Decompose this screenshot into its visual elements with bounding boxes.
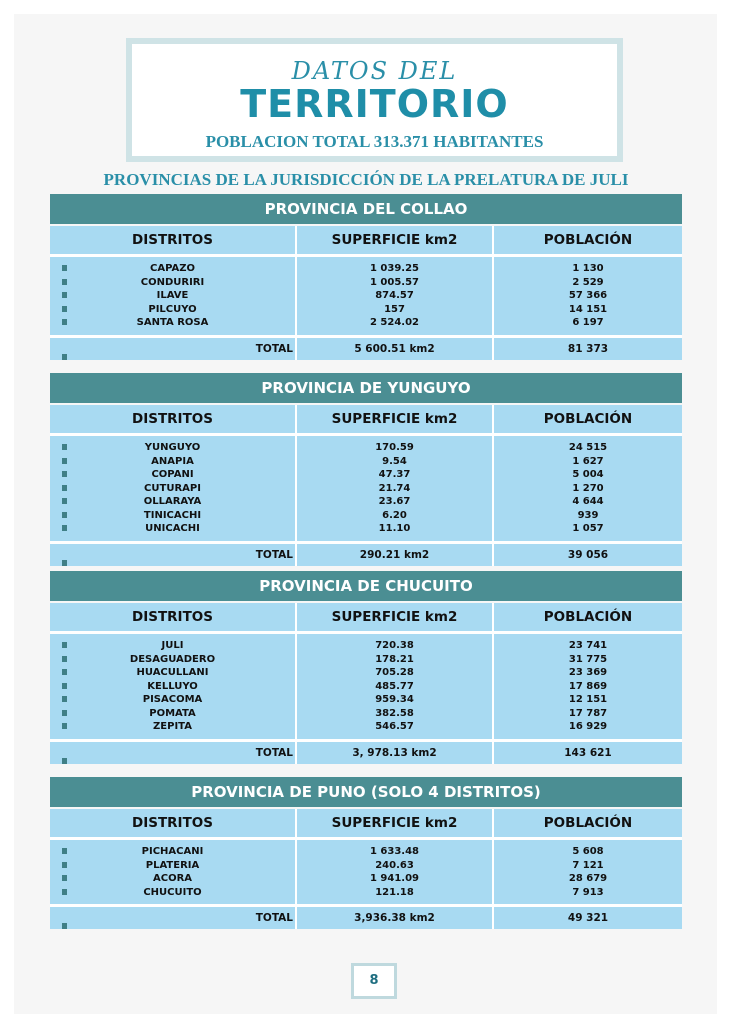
district-name: ANAPIA — [151, 455, 194, 467]
poblacion-value: 6 197 — [572, 317, 604, 328]
superficie-cell — [297, 257, 492, 335]
table-total-row — [50, 338, 682, 360]
bullet-icon — [62, 669, 67, 675]
district-name: PILCUYO — [148, 303, 197, 315]
district-name: KELLUYO — [147, 680, 198, 692]
district-name: HUACULLANI — [136, 667, 209, 678]
poblacion-value: 24 515 — [568, 442, 608, 453]
bullet-icon — [62, 923, 67, 929]
poblacion-value: 23 369 — [568, 667, 608, 678]
table-header-row — [50, 809, 682, 837]
table-total-row — [50, 742, 682, 764]
bullet-icon — [62, 525, 67, 531]
population-subtitle: POBLACION TOTAL 313.371 HABITANTES — [205, 132, 544, 151]
district-name: JULI — [161, 640, 184, 651]
section-heading: PROVINCIAS DE LA JURISDICCIÓN DE LA PRELATURA DE JULI — [103, 170, 629, 189]
table-body-row — [50, 436, 682, 541]
col-poblacion-header: POBLACIÓN — [494, 809, 682, 837]
poblacion-value: 1 130 — [572, 263, 604, 274]
total-superficie: 290.21 km2 — [297, 544, 492, 566]
bullet-icon — [62, 683, 67, 689]
province-table — [50, 571, 682, 764]
bullet-icon — [62, 696, 67, 702]
table-body-row — [50, 634, 682, 739]
superficie-value: 157 — [384, 303, 405, 315]
poblacion-value: 1 057 — [572, 523, 604, 534]
superficie-value: 21.74 — [378, 482, 411, 494]
bullet-icon — [62, 354, 67, 360]
district-name: OLLARAYA — [143, 496, 202, 507]
table-header-row — [50, 226, 682, 254]
superficie-value: 9.54 — [382, 455, 407, 467]
superficie-value: 874.57 — [375, 290, 414, 301]
superficie-cell — [297, 634, 492, 739]
superficie-value: 170.59 — [375, 442, 414, 453]
bullet-list — [62, 444, 67, 539]
districts-cell — [50, 634, 295, 739]
bullet-icon — [62, 319, 67, 325]
col-distritos-header: DISTRITOS — [50, 603, 295, 631]
district-name: ZEPITA — [153, 721, 192, 732]
province-table — [50, 777, 682, 929]
poblacion-value: 17 869 — [568, 680, 608, 692]
superficie-value: 11.10 — [378, 523, 411, 534]
bullet-icon — [62, 292, 67, 298]
title-box — [126, 38, 623, 162]
superficie-cell — [297, 840, 492, 904]
superficie-value: 23.67 — [378, 496, 411, 507]
district-name: CHUCUITO — [143, 886, 202, 898]
district-name: TINICACHI — [143, 509, 202, 521]
district-name: ACORA — [152, 873, 193, 884]
bullet-icon — [62, 444, 67, 450]
poblacion-value: 7 121 — [572, 859, 604, 871]
poblacion-value: 57 366 — [568, 290, 608, 301]
bullet-list — [62, 642, 67, 737]
superficie-value: 6.20 — [382, 509, 407, 521]
superficie-value: 121.18 — [375, 886, 414, 898]
bullet-icon — [62, 485, 67, 491]
col-superficie-header: SUPERFICIE km2 — [297, 226, 492, 254]
poblacion-value: 17 787 — [568, 707, 608, 719]
poblacion-value: 2 529 — [572, 276, 604, 288]
bullet-icon — [62, 512, 67, 518]
poblacion-value: 1 627 — [572, 455, 604, 467]
table-total-row — [50, 907, 682, 929]
districts-cell — [50, 257, 295, 335]
total-label — [50, 742, 295, 764]
bullet-icon — [62, 723, 67, 729]
col-distritos-header: DISTRITOS — [50, 809, 295, 837]
province-title: PROVINCIA DE PUNO (SOLO 4 DISTRITOS) — [50, 777, 682, 807]
bullet-list — [62, 265, 67, 333]
province-title: PROVINCIA DE CHUCUITO — [50, 571, 682, 601]
poblacion-cell — [494, 436, 682, 541]
table-total-row — [50, 544, 682, 566]
bullet-icon — [62, 265, 67, 271]
province-table — [50, 194, 682, 360]
col-distritos-header: DISTRITOS — [50, 405, 295, 433]
col-superficie-header: SUPERFICIE km2 — [297, 405, 492, 433]
bullet-icon — [62, 306, 67, 312]
superficie-value: 959.34 — [375, 694, 414, 705]
bullet-icon — [62, 710, 67, 716]
poblacion-value: 1 270 — [572, 482, 604, 494]
district-name: UNICACHI — [145, 523, 200, 534]
col-superficie-header: SUPERFICIE km2 — [297, 809, 492, 837]
superficie-value: 178.21 — [375, 653, 414, 665]
superficie-value: 1 941.09 — [369, 873, 420, 884]
bullet-icon — [62, 498, 67, 504]
poblacion-value: 28 679 — [568, 873, 608, 884]
superficie-value: 47.37 — [378, 469, 411, 480]
table-body-row — [50, 257, 682, 335]
superficie-value: 382.58 — [375, 707, 414, 719]
superficie-value: 1 633.48 — [369, 846, 420, 857]
col-poblacion-header: POBLACIÓN — [494, 603, 682, 631]
district-name: YUNGUYO — [144, 442, 201, 453]
districts-cell — [50, 840, 295, 904]
poblacion-value: 4 644 — [572, 496, 604, 507]
col-distritos-header: DISTRITOS — [50, 226, 295, 254]
total-superficie: 5 600.51 km2 — [297, 338, 492, 360]
page-number: 8 — [351, 963, 397, 999]
table-header-row — [50, 603, 682, 631]
superficie-value: 1 039.25 — [369, 263, 420, 274]
total-superficie: 3,936.38 km2 — [297, 907, 492, 929]
poblacion-value: 31 775 — [568, 653, 608, 665]
superficie-cell — [297, 436, 492, 541]
province-title: PROVINCIA DE YUNGUYO — [50, 373, 682, 403]
col-poblacion-header: POBLACIÓN — [494, 226, 682, 254]
poblacion-value: 14 151 — [568, 303, 608, 315]
table-header-row — [50, 405, 682, 433]
bullet-icon — [62, 758, 67, 764]
superficie-value: 546.57 — [375, 721, 414, 732]
table-body-row — [50, 840, 682, 904]
total-label — [50, 907, 295, 929]
superficie-value: 720.38 — [375, 640, 414, 651]
district-name: CAPAZO — [150, 263, 195, 274]
poblacion-cell — [494, 257, 682, 335]
total-text: TOTAL — [255, 548, 293, 561]
bullet-icon — [62, 560, 67, 566]
total-poblacion: 81 373 — [494, 338, 682, 360]
title-line-1: DATOS DEL — [291, 57, 458, 85]
poblacion-cell — [494, 840, 682, 904]
bullet-icon — [62, 848, 67, 854]
superficie-value: 485.77 — [375, 680, 414, 692]
bullet-icon — [62, 889, 67, 895]
poblacion-value: 12 151 — [568, 694, 608, 705]
total-label — [50, 544, 295, 566]
superficie-value: 705.28 — [375, 667, 414, 678]
district-name: CONDURIRI — [140, 276, 205, 288]
bullet-icon — [62, 656, 67, 662]
bullet-icon — [62, 862, 67, 868]
poblacion-value: 939 — [577, 509, 599, 521]
bullet-icon — [62, 642, 67, 648]
bullet-icon — [62, 279, 67, 285]
districts-cell — [50, 436, 295, 541]
district-name: CUTURAPI — [144, 482, 201, 494]
poblacion-value: 7 913 — [572, 886, 604, 898]
poblacion-value: 5 004 — [572, 469, 604, 480]
bullet-icon — [62, 471, 67, 477]
poblacion-value: 5 608 — [572, 846, 604, 857]
poblacion-value: 23 741 — [568, 640, 608, 651]
district-name: SANTA ROSA — [136, 317, 209, 328]
bullet-icon — [62, 875, 67, 881]
poblacion-cell — [494, 634, 682, 739]
col-superficie-header: SUPERFICIE km2 — [297, 603, 492, 631]
superficie-value: 1 005.57 — [369, 276, 420, 288]
district-name: PLATERIA — [145, 859, 200, 871]
total-poblacion: 39 056 — [494, 544, 682, 566]
superficie-value: 240.63 — [375, 859, 414, 871]
province-title: PROVINCIA DEL COLLAO — [50, 194, 682, 224]
poblacion-value: 16 929 — [568, 721, 608, 732]
total-text: TOTAL — [255, 342, 293, 355]
col-poblacion-header: POBLACIÓN — [494, 405, 682, 433]
total-superficie: 3, 978.13 km2 — [297, 742, 492, 764]
province-table — [50, 373, 682, 566]
district-name: POMATA — [149, 707, 196, 719]
total-poblacion: 49 321 — [494, 907, 682, 929]
total-label — [50, 338, 295, 360]
total-text: TOTAL — [255, 746, 293, 759]
bullet-list — [62, 848, 67, 902]
title-line-2: TERRITORIO — [240, 82, 509, 126]
district-name: ILAVE — [156, 290, 189, 301]
district-name: PISACOMA — [142, 694, 203, 705]
district-name: PICHACANI — [141, 846, 204, 857]
bullet-icon — [62, 458, 67, 464]
district-name: COPANI — [151, 469, 194, 480]
total-text: TOTAL — [255, 912, 293, 924]
district-name: DESAGUADERO — [129, 653, 216, 665]
total-poblacion: 143 621 — [494, 742, 682, 764]
superficie-value: 2 524.02 — [369, 317, 420, 328]
